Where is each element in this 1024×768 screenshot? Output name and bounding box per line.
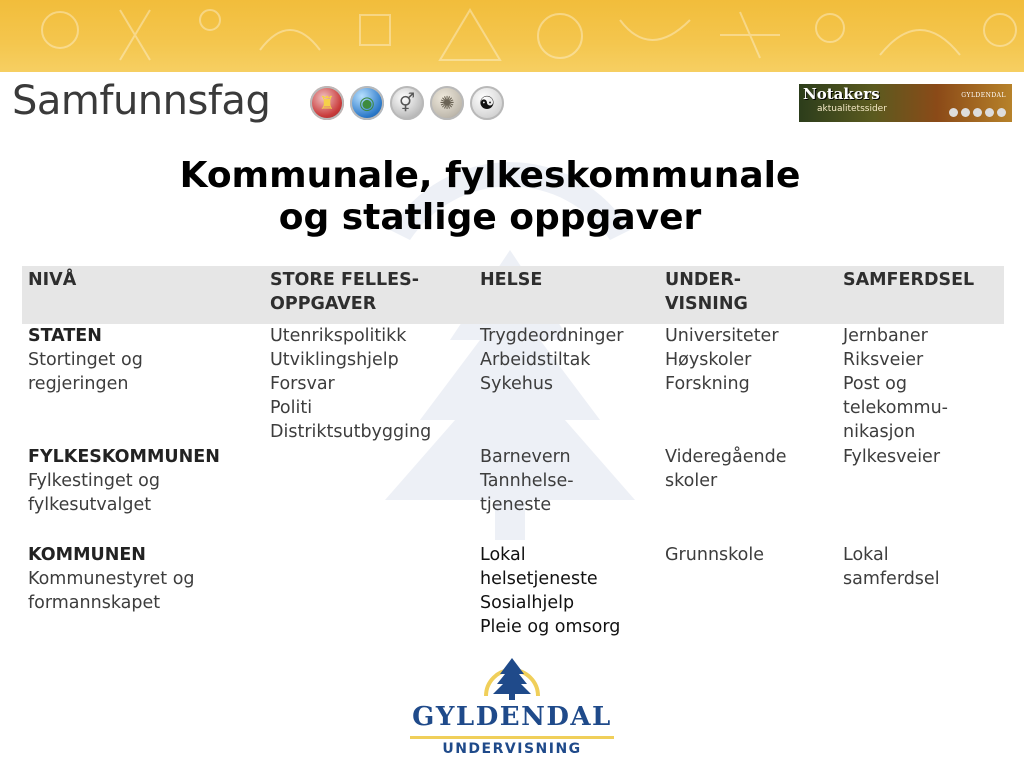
cell-line: Sosialhjelp [480,593,575,613]
cell-line: samferdsel [843,569,940,589]
cell-undervisning [659,543,837,640]
cell-line: Utviklingshjelp [270,350,399,370]
header-line: STORE FELLES- [270,270,419,290]
cell-samferdsel [837,324,1004,445]
cell-line: Jernbaner [843,326,928,346]
header-line: HELSE [480,270,543,290]
cell-line: helsetjeneste [480,569,598,589]
gender-symbols-icon: ⚥ [390,86,424,120]
cell-line: Trygdeordninger [480,326,624,346]
cell-level [22,324,264,445]
header-samferdsel [837,266,1004,324]
cell-line: Barnevern [480,447,571,467]
table-header-row [22,266,1004,324]
table-body [22,324,1004,640]
brand-title: Samfunnsfag [12,78,271,124]
table-row [22,445,1004,543]
cell-felles [264,324,474,445]
cell-line: Sykehus [480,374,554,394]
cell-line: Universiteter [665,326,779,346]
header-niva [22,266,264,324]
page-title [80,155,900,239]
gyldendal-logo [400,650,624,762]
cell-line: Tannhelse- [480,471,574,491]
header-line: SAMFERDSEL [843,270,975,290]
tasks-table [22,266,1004,640]
level-name: STATEN [28,326,102,346]
cell-samferdsel [837,445,1004,543]
header-undervisning [659,266,837,324]
cell-line: regjeringen [28,374,129,394]
cell-helse [474,543,659,640]
cell-line: Forsvar [270,374,335,394]
cell-helse [474,445,659,543]
cell-helse [474,324,659,445]
cell-undervisning [659,324,837,445]
notakers-title: Notakers [803,85,880,103]
cell-samferdsel [837,543,1004,640]
header-line: VISNING [665,294,748,314]
cell-level [22,543,264,640]
cell-line: Høyskoler [665,350,752,370]
cell-line: Fylkestinget og [28,471,161,491]
table-row [22,543,1004,640]
cell-line: Grunnskole [665,545,764,565]
cell-line: Forskning [665,374,750,394]
cell-line: skoler [665,471,718,491]
cell-felles [264,543,474,640]
level-name: KOMMUNEN [28,545,146,565]
coin-icon: ✺ [430,86,464,120]
cell-line: Pleie og omsorg [480,617,621,637]
logo-divider [410,736,614,739]
cell-line: telekommu- [843,398,948,418]
cell-level [22,445,264,543]
header-felles [264,266,474,324]
cell-line: Stortinget og [28,350,143,370]
cell-line: Kommunestyret og [28,569,195,589]
header-helse [474,266,659,324]
cell-line: Arbeidstiltak [480,350,591,370]
header-line: NIVÅ [28,270,77,290]
cell-felles [264,445,474,543]
cell-line: Lokal [480,545,526,565]
crest-icon: ♜ [310,86,344,120]
cell-line: Videregående [665,447,787,467]
cell-line: formannskapet [28,593,161,613]
gyldendal-wordmark: GYLDENDAL [412,702,612,732]
header-line: UNDER- [665,270,742,290]
cell-line: Fylkesveier [843,447,941,467]
yin-yang-icon: ☯ [470,86,504,120]
cell-line: Post og [843,374,907,394]
cell-line: Utenrikspolitikk [270,326,407,346]
notakers-subtitle: aktualitetssider [817,104,887,114]
level-name: FYLKESKOMMUNEN [28,447,220,467]
cell-line: tjeneste [480,495,552,515]
cell-line: fylkesutvalget [28,495,152,515]
cell-undervisning [659,445,837,543]
cell-line: Distriktsutbygging [270,422,432,442]
header-line: OPPGAVER [270,294,377,314]
page-title-line-2: og statlige oppgaver [278,197,702,238]
table-row [22,324,1004,445]
tree-logo-icon [400,650,624,702]
gyldendal-subtitle: UNDERVISNING [442,741,582,757]
cell-line: Politi [270,398,313,418]
cell-line: Lokal [843,545,889,565]
cell-line: Riksveier [843,350,924,370]
globe-icon: ◉ [350,86,384,120]
cell-line: nikasjon [843,422,916,442]
notakers-publisher: GYLDENDAL [961,92,1006,99]
page-title-line-1: Kommunale, fylkeskommunale [179,155,801,196]
